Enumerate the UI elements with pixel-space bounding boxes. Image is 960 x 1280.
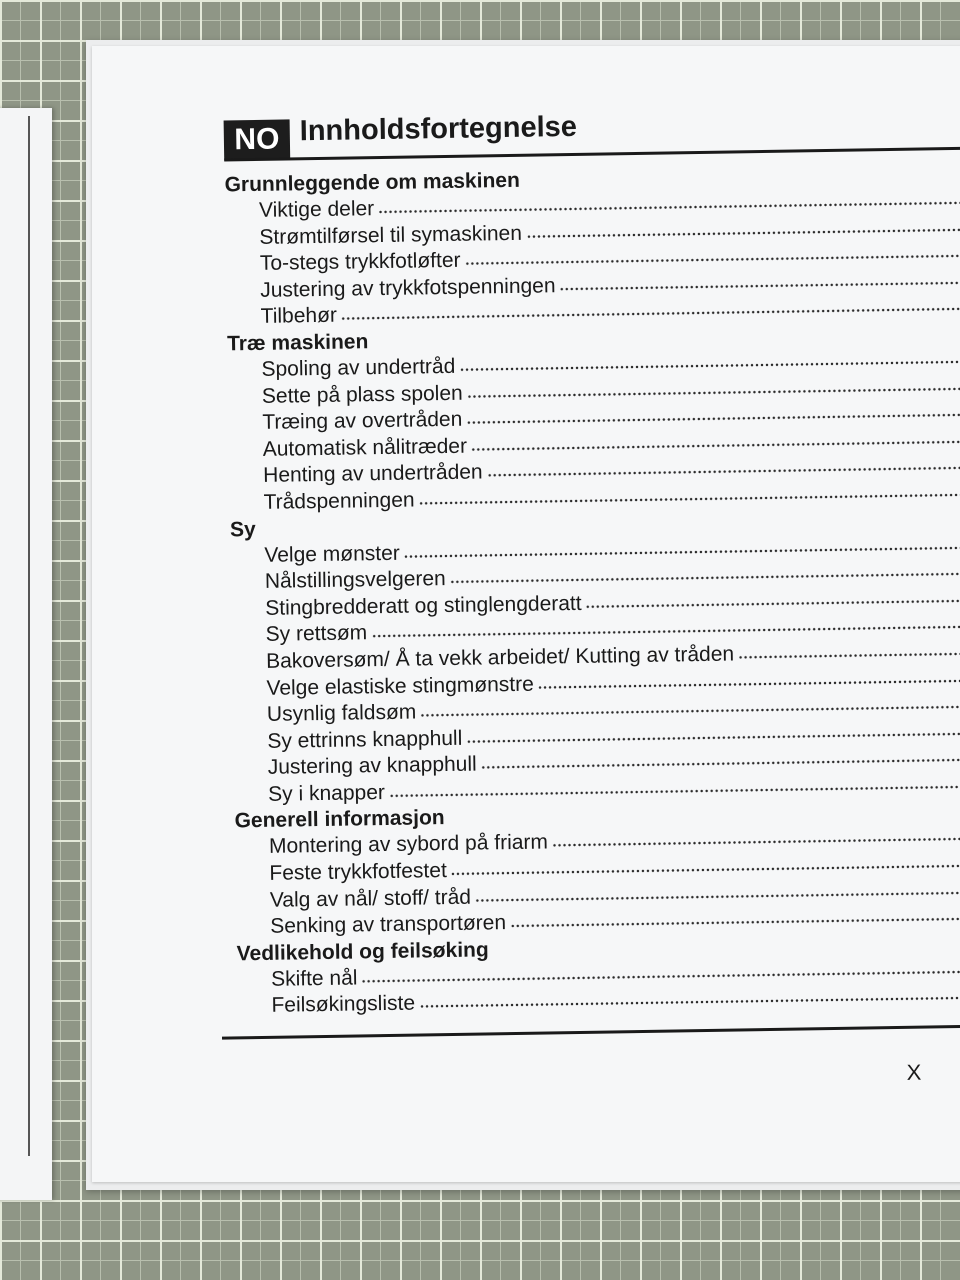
header-divider xyxy=(224,146,960,162)
dot-leader xyxy=(510,915,960,929)
dot-leader xyxy=(361,968,960,984)
language-badge: NO xyxy=(224,119,291,160)
toc-entry-label: Velge mønster xyxy=(264,541,400,567)
section-heading: Generell informasjon xyxy=(234,806,445,833)
dot-leader xyxy=(419,995,960,1010)
toc-entry-label: Usynlig faldsøm xyxy=(266,700,417,726)
toc-entry-label: Sy rettsøm xyxy=(265,621,368,647)
toc-section xyxy=(234,797,960,942)
toc-entry-label: Strømtilførsel til symaskinen xyxy=(259,221,523,249)
dot-leader xyxy=(475,889,960,903)
dot-leader xyxy=(481,756,960,770)
dot-leader xyxy=(378,199,960,215)
toc-entry-label: Velge elastiske stingmønstre xyxy=(266,672,534,700)
toc-header xyxy=(224,108,960,165)
toc-entry-label: Skifte nål xyxy=(270,966,358,991)
dot-leader xyxy=(465,252,960,267)
dot-leader xyxy=(451,862,960,877)
toc-entry-label: Sette på plass spolen xyxy=(261,381,463,408)
toc-entry-label: Trådspenningen xyxy=(263,488,415,514)
dot-leader xyxy=(371,623,960,639)
manual-page xyxy=(92,46,960,1182)
adjacent-page-rule xyxy=(28,116,30,1156)
dot-leader xyxy=(420,703,960,718)
dot-leader xyxy=(341,306,960,322)
toc-entry-label: Justering av knapphull xyxy=(267,752,477,780)
dot-leader xyxy=(467,385,960,399)
dot-leader xyxy=(459,358,960,373)
dot-leader xyxy=(526,226,960,240)
dot-leader xyxy=(389,783,960,799)
section-heading: Træ maskinen xyxy=(226,330,369,356)
toc-entry-label: Tilbehør xyxy=(260,304,338,329)
toc-entry-label: Justering av trykkfotspenningen xyxy=(260,274,556,302)
toc-entry-label: Automatisk nålitræder xyxy=(262,434,468,461)
dot-leader xyxy=(538,677,960,690)
dot-leader xyxy=(552,836,960,849)
toc-entry-label: Sy i knapper xyxy=(268,780,386,806)
adjacent-page-edge xyxy=(0,108,52,1200)
toc-entry-label: Sy ettrinns knapphull xyxy=(267,726,463,753)
dot-leader xyxy=(586,597,960,610)
section-heading: Grunnleggende om maskinen xyxy=(224,168,520,197)
toc-entry-label: Feilsøkingsliste xyxy=(271,991,416,1018)
dot-leader xyxy=(466,730,960,745)
toc-entry-label: Henting av undertråden xyxy=(262,460,483,488)
section-heading: Sy xyxy=(229,517,256,541)
table-of-contents xyxy=(224,160,960,1020)
toc-entry-label: Nålstillingsvelgeren xyxy=(264,567,446,593)
dot-leader xyxy=(466,411,960,426)
toc-section xyxy=(224,160,960,331)
dot-leader xyxy=(738,650,960,660)
toc-entry-label: Feste trykkfotfestet xyxy=(269,859,447,885)
toc-document xyxy=(92,46,960,1182)
toc-section xyxy=(230,505,960,809)
toc-entry-label: To-stegs trykkfotløfter xyxy=(259,248,461,276)
toc-entry-label: Valg av nål/ stoff/ tråd xyxy=(269,885,472,912)
page-title: Innholdsfortegnelse xyxy=(299,110,578,148)
toc-entry-label: Spoling av undertråd xyxy=(261,354,456,381)
dot-leader xyxy=(419,491,960,506)
dot-leader xyxy=(487,464,960,478)
toc-section xyxy=(236,929,960,1020)
toc-entry-label: Bakoversøm/ Å ta vekk arbeidet/ Kutting av tråden xyxy=(265,642,735,673)
dot-leader xyxy=(560,279,960,292)
toc-entry-label: Stingbredderatt og stinglengderatt xyxy=(265,591,582,620)
dot-leader xyxy=(404,544,960,560)
section-heading: Vedlikehold og feilsøking xyxy=(236,938,489,966)
toc-entry-label: Montering av sybord på friarm xyxy=(268,830,549,859)
page-number: X xyxy=(906,1059,922,1085)
footer-divider xyxy=(222,1024,960,1040)
dot-leader xyxy=(471,438,960,452)
dot-leader xyxy=(450,570,960,585)
toc-entry-label: Senking av transportøren xyxy=(270,911,507,939)
toc-entry-label: Viktige deler xyxy=(258,197,375,222)
toc-section xyxy=(227,319,960,517)
toc-entry-label: Træing av overtråden xyxy=(262,407,463,435)
